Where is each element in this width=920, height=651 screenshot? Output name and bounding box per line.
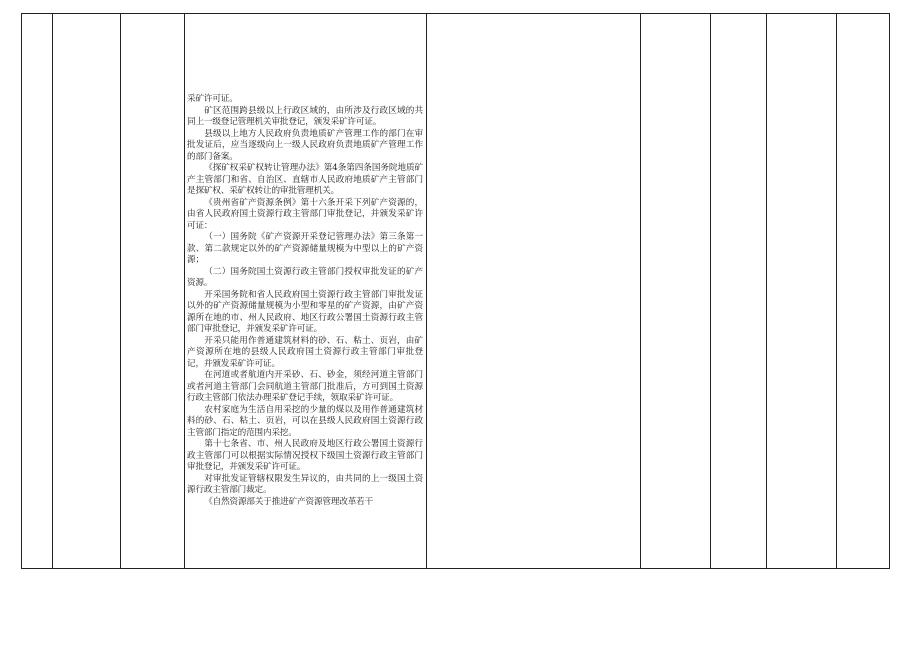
legal-paragraph: （二）国务院国土资源行政主管部门授权审批发证的矿产资源。 bbox=[187, 266, 423, 288]
legal-paragraph: （一）国务院《矿产资源开采登记管理办法》第三条第一款、第二款规定以外的矿产资源储量规模为中型以上的矿产资源； bbox=[187, 232, 423, 265]
legal-paragraph: 《贵州省矿产资源条例》第十六条开采下列矿产资源的，由省人民政府国土资源行政主管部门审批登记，并颁发采矿许可证： bbox=[187, 197, 423, 231]
table-cell-col7 bbox=[711, 14, 767, 569]
legal-paragraph: 《探矿权采矿权转让管理办法》第4条第四条国务院地质矿产主管部门和省、自治区、直辖市人民政府地质矿产主管部门是探矿权、采矿权转让的审批管理机关。 bbox=[187, 163, 423, 196]
legal-paragraph: 开采国务院和省人民政府国土资源行政主管部门审批发证以外的矿产资源储量规模为小型和零星的矿产资源，由矿产资源所在地的市、州人民政府、地区行政公署国土资源行政主管部门审批登记，并颁发采矿许可证。 bbox=[187, 289, 423, 334]
legal-paragraph: 开采只能用作普通建筑材料的砂、石、粘土、页岩，由矿产资源所在地的县级人民政府国土资源行政主管部门审批登记，并颁发采矿许可证。 bbox=[187, 335, 423, 369]
table-cell-col1 bbox=[22, 14, 53, 569]
legal-paragraph: 矿区范围跨县级以上行政区域的，由所涉及行政区域的共同上一级登记管理机关审批登记，颁发采矿许可证。 bbox=[187, 105, 423, 127]
legal-paragraph: 第十七条省、市、州人民政府及地区行政公署国土资源行政主管部门可以根据实际情况授权下级国土资源行政主管部门审批登记，并颁发采矿许可证。 bbox=[187, 439, 423, 472]
legal-basis-text bbox=[187, 94, 423, 508]
document-table bbox=[21, 13, 890, 569]
table-cell-col5 bbox=[427, 14, 641, 569]
legal-paragraph: 采矿许可证。 bbox=[187, 94, 238, 104]
legal-paragraph: 农村家庭为生活自用采挖的少量的煤以及用作普通建筑材料的砂、石、粘土、页岩，可以在县级人民政府国土资源行政主管部门指定的范围内采挖。 bbox=[187, 404, 423, 438]
table-cell-col3 bbox=[121, 14, 185, 569]
legal-paragraph: 对审批发证管辖权限发生异议的，由共同的上一级国土资源行政主管部门裁定。 bbox=[187, 473, 423, 495]
legal-paragraph: 县级以上地方人民政府负责地质矿产管理工作的部门在审批发证后，应当逐级向上一级人民政府负责地质矿产管理工作的部门备案。 bbox=[187, 128, 423, 162]
legal-paragraph: 《自然资源部关于推进矿产资源管理改革若干 bbox=[204, 496, 374, 507]
table-cell-col6 bbox=[641, 14, 711, 569]
table-cell-col8 bbox=[767, 14, 837, 569]
legal-paragraph: 在河道或者航道内开采砂、石、砂金，须经河道主管部门或者河道主管部门会同航道主管部门批准后，方可到国土资源行政主管部门依法办理采矿登记手续，领取采矿许可证。 bbox=[187, 370, 423, 403]
table-cell-col2 bbox=[53, 14, 121, 569]
table-cell-col9 bbox=[837, 14, 890, 569]
legal-basis-cell bbox=[185, 14, 427, 569]
table-row bbox=[22, 14, 890, 569]
